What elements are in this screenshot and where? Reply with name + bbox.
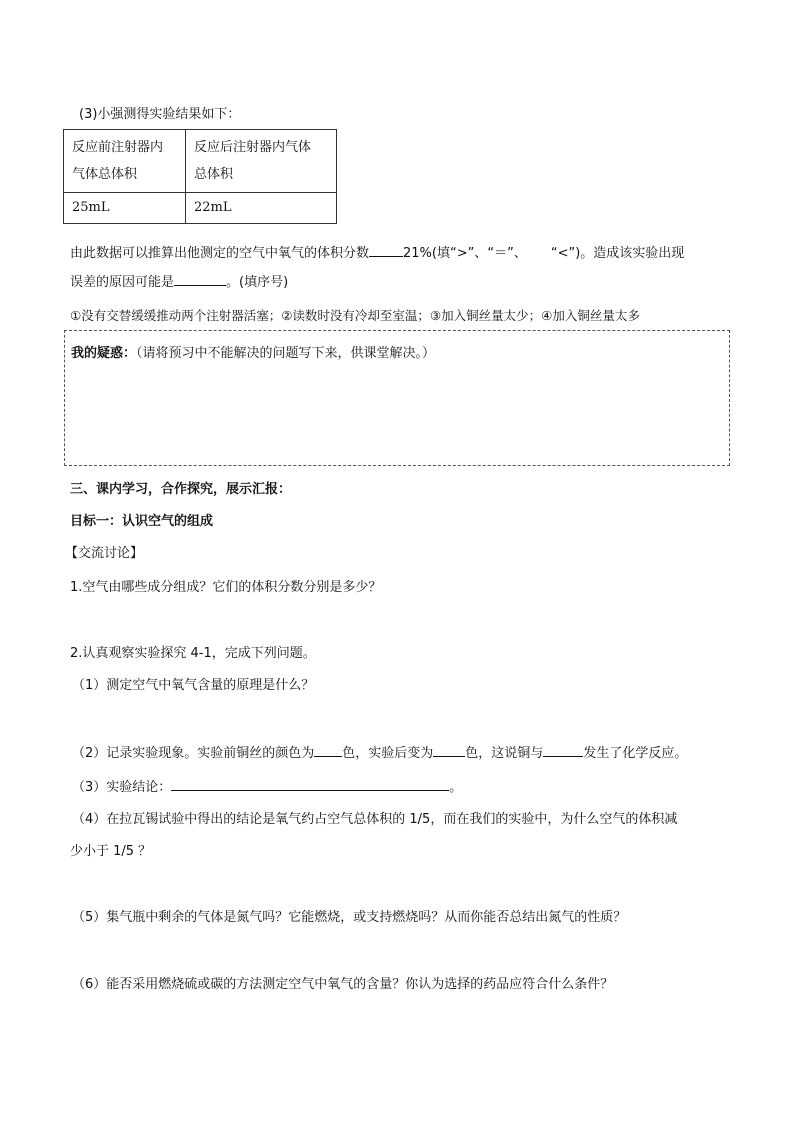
question-2-4-line2: 少小于 1/5 ？ (70, 844, 152, 859)
header-after-line2: 总体积 (194, 167, 234, 182)
q2-2-text-c: 色，这说铜与 (465, 746, 544, 761)
header-after (186, 130, 337, 193)
value-before: 25mL (64, 193, 186, 224)
question-2-3 (72, 776, 462, 795)
question-1: 1.空气由哪些成分组成？它们的体积分数分别是多少？ (70, 580, 382, 595)
q2-2-text-a: （2）记录实验现象。实验前铜丝的颜色为 (72, 746, 315, 761)
question-2-1: （1）测定空气中氧气含量的原理是什么？ (72, 678, 315, 693)
calc-line2 (70, 271, 288, 290)
q2-3-text-b: 。 (449, 780, 463, 795)
options-line: ①没有交替缓缓推动两个注射器活塞；②读数时没有冷却至室温；③加入铜丝量太少；④加入铜丝量太多 (70, 308, 640, 323)
calc-line1 (70, 242, 684, 261)
q2-3-text-a: （3）实验结论： (72, 780, 172, 795)
calc-line1-text-b: 21%(填“>”、“＝”、 (403, 246, 527, 261)
calc-line1-text-c: “<”)。造成该实验出现 (550, 246, 685, 261)
calc-line2-text-a: 误差的原因可能是 (70, 275, 175, 290)
header-before-line2: 气体总体积 (72, 167, 138, 182)
header-before (64, 130, 186, 193)
blank-conclusion[interactable] (171, 777, 449, 791)
calc-line1-text-a: 由此数据可以推算出他测定的空气中氧气的体积分数 (70, 246, 370, 261)
doubt-title (71, 342, 435, 361)
doubt-box[interactable] (64, 330, 730, 466)
question-2-4-line1: （4）在拉瓦锡试验中得出的结论是氧气约占空气总体积的 1/5，而在我们的实验中，为什么空气的体积减 (72, 812, 678, 827)
blank-compare[interactable] (369, 243, 403, 257)
q2-2-text-b: 色，实验后变为 (342, 746, 434, 761)
header-before-line1: 反应前注射器内 (72, 140, 164, 155)
question-2: 2.认真观察实验探究 4-1，完成下列问题。 (70, 646, 316, 661)
goal1-heading: 目标一：认识空气的组成 (70, 514, 214, 529)
blank-color-after[interactable] (433, 743, 465, 757)
calc-line2-text-b: 。(填序号) (226, 275, 289, 290)
results-table (63, 129, 337, 224)
q3-intro: (3)小强测得实验结果如下： (79, 107, 241, 122)
question-2-6: （6）能否采用燃烧硫或碳的方法测定空气中氧气的含量？你认为选择的药品应符合什么条件？ (72, 977, 614, 992)
value-after: 22mL (186, 193, 337, 224)
question-2-5: （5）集气瓶中剩余的气体是氮气吗？它能燃烧，或支持燃烧吗？从而你能否总结出氮气的性质？ (72, 910, 627, 925)
blank-reactant[interactable] (543, 743, 583, 757)
q2-2-text-d: 发生了化学反应。 (583, 746, 688, 761)
header-after-line1: 反应后注射器内气体 (194, 140, 312, 155)
doubt-text: （请将预习中不能解决的问题写下来，供课堂解决。） (136, 346, 436, 361)
section3-heading: 三、课内学习，合作探究，展示汇报： (70, 482, 292, 497)
blank-color-before[interactable] (314, 743, 342, 757)
question-2-2 (72, 742, 687, 761)
discussion-tag: 【交流讨论】 (65, 546, 144, 561)
blank-reason[interactable] (174, 272, 226, 286)
doubt-label: 我的疑惑： (71, 346, 137, 361)
